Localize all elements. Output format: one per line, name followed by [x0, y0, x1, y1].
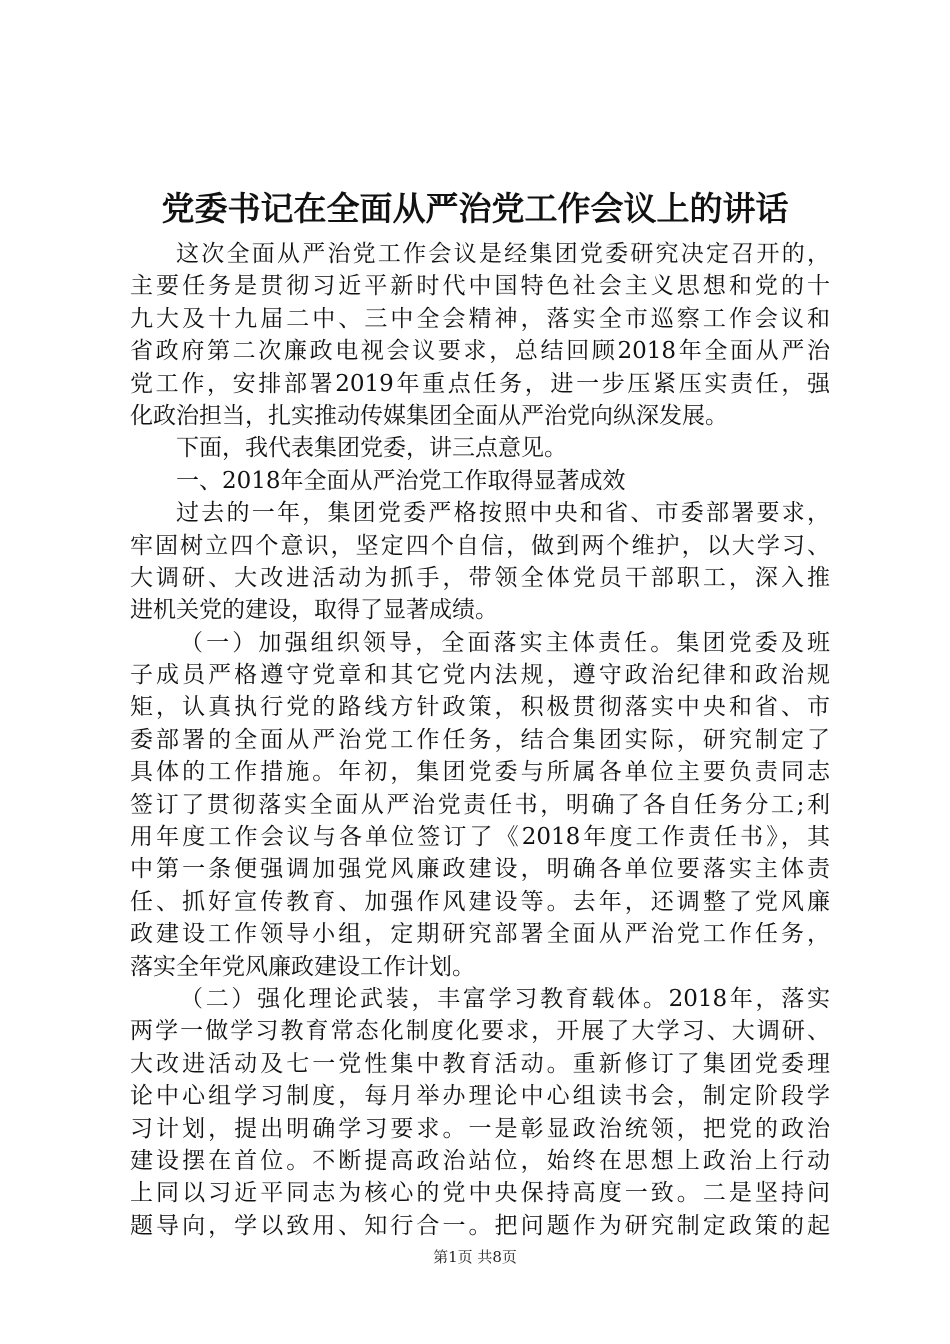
text-line: 落实全年党风廉政建设工作计划。	[130, 953, 475, 980]
text-line: 主要任务是贯彻习近平新时代中国特色社会主义思想和党的十	[130, 273, 830, 300]
text-line: 建设摆在首位。不断提高政治站位，始终在思想上政治上行动	[130, 1147, 830, 1174]
document-body	[130, 238, 830, 1242]
text-line: 上同以习近平同志为核心的党中央保持高度一致。二是坚持问	[130, 1180, 830, 1207]
text-line: 这次全面从严治党工作会议是经集团党委研究决定召开的，	[176, 241, 830, 267]
text-line: 牢固树立四个意识，坚定四个自信，做到两个维护，以大学习、	[130, 532, 830, 559]
text-line: 九大及十九届二中、三中全会精神，落实全市巡察工作会议和	[130, 305, 830, 332]
text-line: 签订了贯彻落实全面从严治党责任书，明确了各自任务分工;利	[130, 791, 830, 818]
text-line: 子成员严格遵守党章和其它党内法规，遵守政治纪律和政治规	[130, 662, 830, 689]
text-line: 中第一条便强调加强党风廉政建设，明确各单位要落实主体责	[130, 856, 830, 883]
text-line: 用年度工作会议与各单位签订了《2018年度工作责任书》，其	[130, 824, 830, 851]
text-line: 党工作，安排部署2019年重点任务，进一步压紧压实责任，强	[130, 370, 830, 397]
text-line: 具体的工作措施。年初，集团党委与所属各单位主要负责同志	[130, 759, 830, 786]
text-line: 省政府第二次廉政电视会议要求，总结回顾2018年全面从严治	[130, 338, 830, 365]
text-line: 委部署的全面从严治党工作任务，结合集团实际，研究制定了	[130, 726, 830, 753]
text-line: 题导向，学以致用、知行合一。把问题作为研究制定政策的起	[130, 1212, 830, 1239]
text-line: 论中心组学习制度，每月举办理论中心组读书会，制定阶段学	[130, 1083, 830, 1110]
document-title: 党委书记在全面从严治党工作会议上的讲话	[161, 189, 789, 228]
text-line: 下面，我代表集团党委，讲三点意见。	[176, 435, 567, 462]
text-line: 大调研、大改进活动为抓手，带领全体党员干部职工，深入推	[130, 564, 830, 591]
text-line: 政建设工作领导小组，定期研究部署全面从严治党工作任务，	[130, 921, 830, 948]
text-line: 任、抓好宣传教育、加强作风建设等。去年，还调整了党风廉	[130, 888, 830, 915]
page-number: 第1页 共8页	[433, 1248, 517, 1266]
text-line: （二）强化理论武装，丰富学习教育载体。2018年，落实	[180, 985, 830, 1012]
text-line: 矩，认真执行党的路线方针政策，积极贯彻落实中央和省、市	[130, 694, 830, 721]
text-line: 两学一做学习教育常态化制度化要求，开展了大学习、大调研、	[130, 1018, 830, 1045]
text-line: 大改进活动及七一党性集中教育活动。重新修订了集团党委理	[130, 1050, 830, 1077]
text-line: 习计划，提出明确学习要求。一是彰显政治统领，把党的政治	[130, 1115, 830, 1142]
text-line: 过去的一年，集团党委严格按照中央和省、市委部署要求，	[176, 500, 830, 527]
text-line: 化政治担当，扎实推动传媒集团全面从严治党向纵深发展。	[130, 402, 728, 429]
text-line: （一）加强组织领导，全面落实主体责任。集团党委及班	[180, 629, 830, 656]
text-line: 进机关党的建设，取得了显著成绩。	[130, 597, 498, 624]
section-heading: 一、2018年全面从严治党工作取得显著成效	[176, 467, 626, 494]
